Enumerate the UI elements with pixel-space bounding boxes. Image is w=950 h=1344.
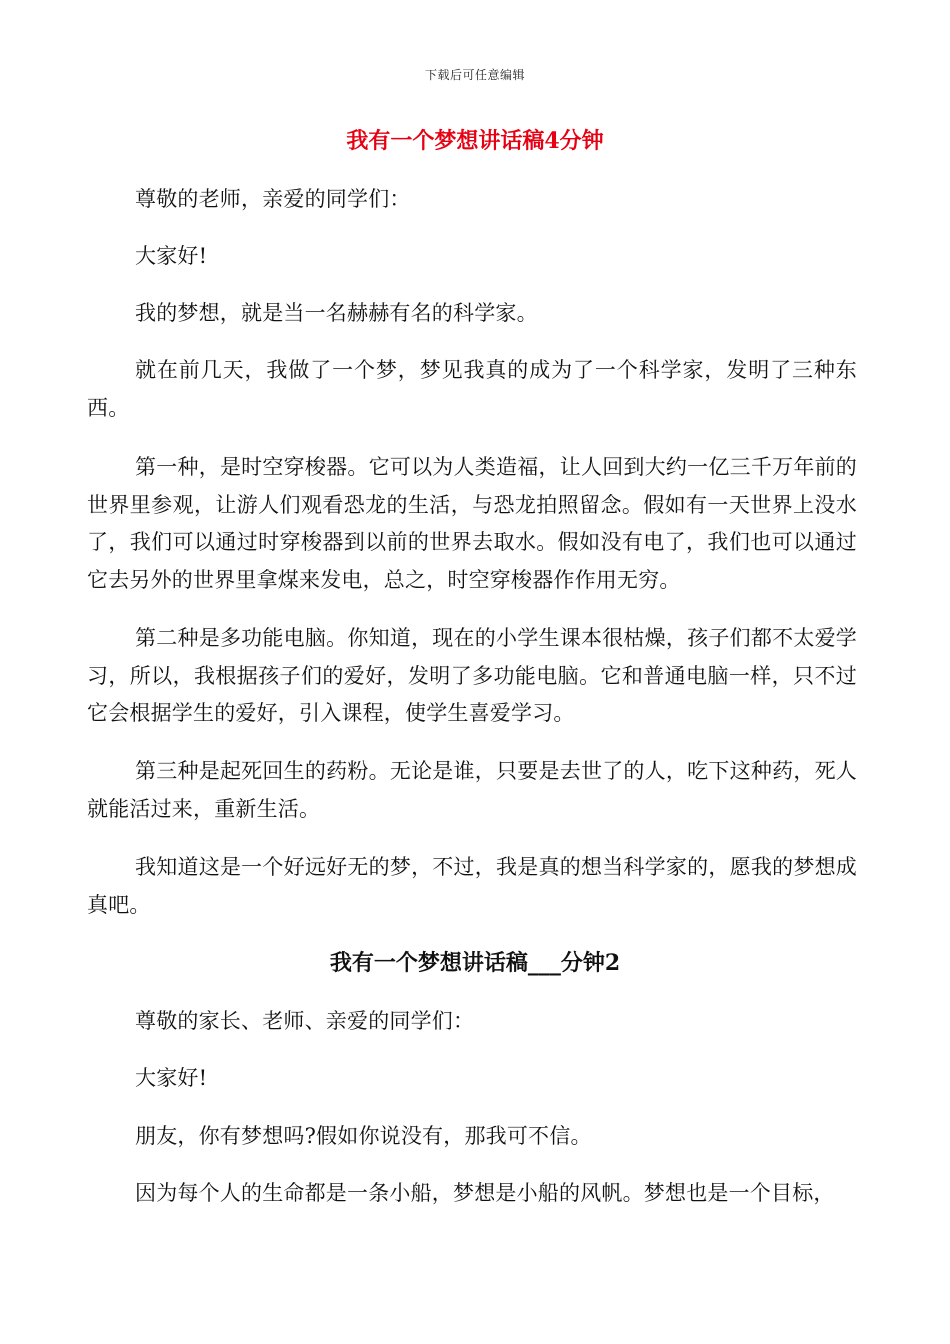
document-title-2: 我有一个梦想讲话稿___分钟2 xyxy=(329,950,621,976)
paragraph-greeting: 尊敬的老师，亲爱的同学们： xyxy=(135,187,411,211)
document-title-1: 我有一个梦想讲话稿4分钟 xyxy=(346,128,604,154)
paragraph-second-invention: 第二种是多功能电脑。你知道，现在的小学生课本很枯燥，孩子们都不太爱学习，所以，我根据孩子们的爱好，发明了多功能电脑。它和普通电脑一样，只不过它会根据学生的爱好，引入课程，使学生喜爱学习。 xyxy=(87,626,857,725)
paragraph-question: 朋友，你有梦想吗?假如你说没有，那我可不信。 xyxy=(135,1124,592,1148)
paragraph-greeting-2: 尊敬的家长、老师、亲爱的同学们： xyxy=(135,1009,475,1033)
paragraph-dream-night: 就在前几天，我做了一个梦，梦见我真的成为了一个科学家，发明了三种东西。 xyxy=(87,358,857,420)
paragraph-dream: 我的梦想，就是当一名赫赫有名的科学家。 xyxy=(135,301,538,325)
paragraph-first-invention: 第一种，是时空穿梭器。它可以为人类造福，让人回到大约一亿三千万年前的世界里参观，让游人们观看恐龙的生活，与恐龙拍照留念。假如有一天世界上没水了，我们可以通过时穿梭器到以前的世界去取水。假如没有电了，我们也可以通过它去另外的世界里拿煤来发电，总之，时空穿梭器作作用无穷。 xyxy=(87,455,857,592)
paragraph-conclusion: 我知道这是一个好远好无的梦，不过，我是真的想当科学家的，愿我的梦想成真吧。 xyxy=(87,855,857,917)
paragraph-third-invention: 第三种是起死回生的药粉。无论是谁，只要是去世了的人，吃下这种药，死人就能活过来，重新生活。 xyxy=(87,759,857,821)
header-note: 下载后可任意编辑 xyxy=(424,68,525,82)
paragraph-boat: 因为每个人的生命都是一条小船，梦想是小船的风帆。梦想也是一个目标， xyxy=(135,1181,835,1205)
paragraph-hello-2: 大家好! xyxy=(135,1066,208,1090)
paragraph-hello: 大家好! xyxy=(135,244,208,268)
